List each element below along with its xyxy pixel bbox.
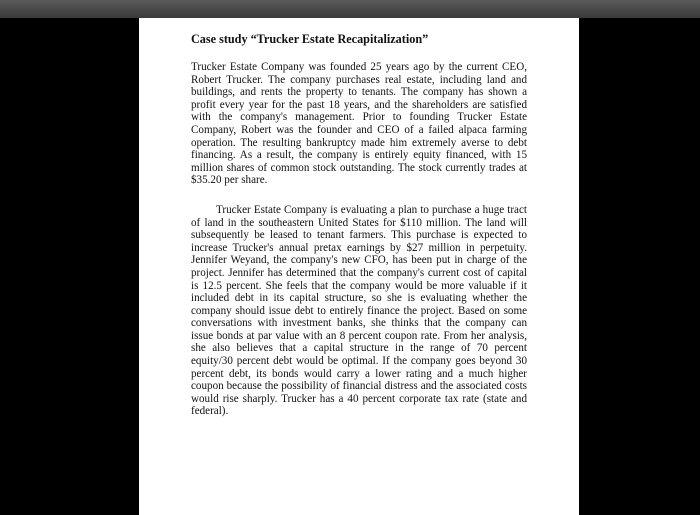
paragraph-land-purchase-plan: Trucker Estate Company is evaluating a plan to purchase a huge tract of land in the southeastern United States for $110 million. The land will subsequently be leased to tenant farmers. This purchase is expected to increase Trucker's annual pretax earnings by $27 million in perpetuity. Jennifer Weyand, the company's new CFO, has been put in charge of the project. Jennifer has determined that the company's current cost of capital is 12.5 percent. She feels that the company would be more valuable if it included debt in its capital structure, so she is evaluating whether the company should issue debt to entirely finance the project. Based on some conversations with investment banks, she thinks that the company can issue bonds at par value with an 8 percent coupon rate. From her analysis, she also believes that a capital structure in the range of 70 percent equity/30 percent debt would be optimal. If the company goes beyond 30 percent debt, its bonds would carry a lower rating and a much higher coupon because the possibility of financial distress and the associated costs would rise sharply. Trucker has a 40 percent corporate tax rate (state and federal). bbox=[191, 203, 527, 418]
document-page bbox=[139, 18, 579, 515]
case-study-title: Case study “Trucker Estate Recapitalization” bbox=[191, 32, 429, 46]
viewer-top-bar bbox=[0, 0, 700, 18]
paragraph-company-background: Trucker Estate Company was founded 25 years ago by the current CEO, Robert Trucker. The company purchases real estate, including land and buildings, and rents the property to tenants. The company has shown a profit every year for the past 18 years, and the shareholders are satisfied with the company's management. Prior to founding Trucker Estate Company, Robert was the founder and CEO of a failed alpaca farming operation. The resulting bankruptcy made him extremely averse to debt financing. As a result, the company is entirely equity financed, with 15 million shares of common stock outstanding. The stock currently trades at $35.20 per share. bbox=[191, 61, 527, 187]
